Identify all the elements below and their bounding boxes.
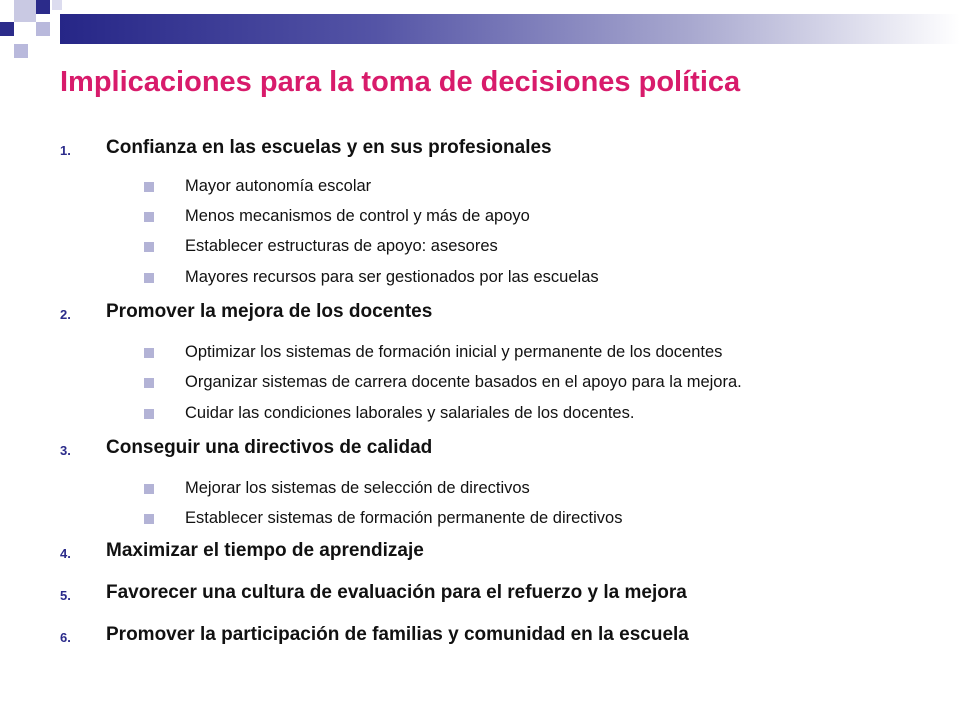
square-bullet-icon [144, 212, 154, 222]
square-bullet-icon [144, 182, 154, 192]
decor-square [36, 22, 50, 36]
square-bullet-icon [144, 348, 154, 358]
header-gradient-bar [60, 14, 960, 44]
decor-square [14, 0, 36, 22]
square-bullet-icon [144, 409, 154, 419]
sub-item: Optimizar los sistemas de formación inicial y permanente de los docentes [185, 343, 723, 361]
square-bullet-icon [144, 273, 154, 283]
item-heading: Confianza en las escuelas y en sus profesionales [106, 137, 552, 158]
square-bullet-icon [144, 242, 154, 252]
item-heading: Favorecer una cultura de evaluación para el refuerzo y la mejora [106, 582, 687, 603]
item-heading: Promover la mejora de los docentes [106, 301, 433, 322]
square-bullet-icon [144, 514, 154, 524]
item-heading: Promover la participación de familias y comunidad en la escuela [106, 624, 689, 645]
item-heading: Conseguir una directivos de calidad [106, 437, 433, 458]
square-bullet-icon [144, 378, 154, 388]
decor-square [14, 44, 28, 58]
decor-square [52, 0, 62, 10]
decor-square [14, 22, 36, 44]
slide-title: Implicaciones para la toma de decisiones política [60, 66, 741, 98]
item-number: 3. [60, 443, 71, 458]
item-number: 2. [60, 307, 71, 322]
sub-item: Mayor autonomía escolar [185, 177, 372, 195]
decor-square [36, 0, 50, 14]
sub-item: Mejorar los sistemas de selección de directivos [185, 479, 530, 497]
sub-item: Establecer sistemas de formación permanente de directivos [185, 509, 623, 527]
item-heading: Maximizar el tiempo de aprendizaje [106, 540, 424, 561]
sub-item: Mayores recursos para ser gestionados por las escuelas [185, 268, 599, 286]
sub-item: Establecer estructuras de apoyo: asesores [185, 237, 498, 255]
sub-item: Organizar sistemas de carrera docente basados en el apoyo para la mejora. [185, 373, 742, 391]
item-number: 1. [60, 143, 71, 158]
item-number: 4. [60, 546, 71, 561]
sub-item: Menos mecanismos de control y más de apoyo [185, 207, 530, 225]
sub-item: Cuidar las condiciones laborales y salariales de los docentes. [185, 404, 635, 422]
decor-square [0, 22, 14, 36]
square-bullet-icon [144, 484, 154, 494]
item-number: 6. [60, 630, 71, 645]
item-number: 5. [60, 588, 71, 603]
